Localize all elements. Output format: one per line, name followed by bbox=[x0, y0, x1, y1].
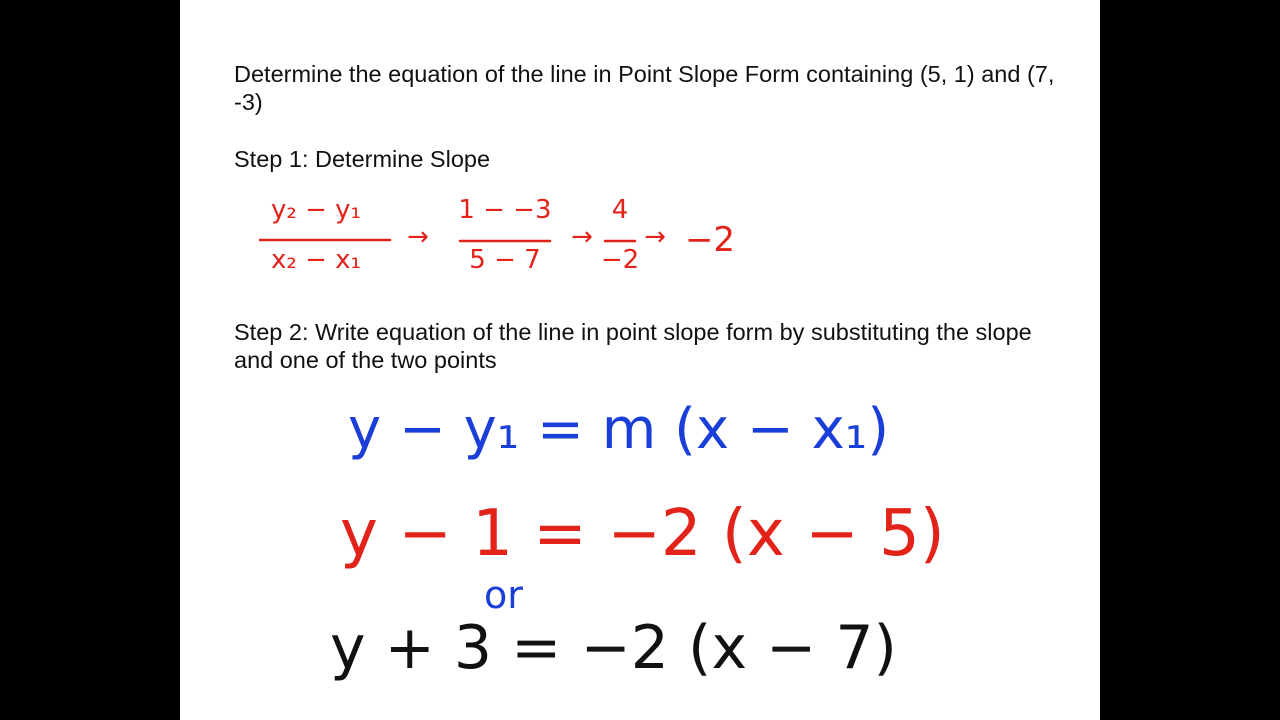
slope-formula-numerator: y₂ − y₁ bbox=[271, 195, 361, 225]
whiteboard-page bbox=[180, 0, 1100, 720]
slope-simp-numerator: 4 bbox=[611, 195, 629, 225]
slope-formula-denominator: x₂ − x₁ bbox=[271, 245, 361, 275]
step2-heading: Step 2: Write equation of the line in point slope form by substituting the slope and one of the two points bbox=[234, 319, 1032, 373]
or-label: or bbox=[484, 573, 523, 617]
equation-with-point-7-neg3: y + 3 = −2 (x − 7) bbox=[330, 613, 897, 683]
step1-heading: Step 1: Determine Slope bbox=[234, 146, 491, 172]
problem-statement: Determine the equation of the line in Point Slope Form containing (5, 1) and (7, -3) bbox=[234, 61, 1055, 115]
slope-result: −2 bbox=[684, 220, 736, 260]
equation-with-point-5-1: y − 1 = −2 (x − 5) bbox=[340, 497, 945, 571]
general-point-slope-form: y − y₁ = m (x − x₁) bbox=[348, 397, 890, 462]
slope-simp-denominator: −2 bbox=[600, 245, 640, 275]
slope-work bbox=[250, 185, 850, 285]
arrow-1: → bbox=[407, 222, 429, 252]
arrow-3: → bbox=[644, 222, 666, 252]
slope-sub-denominator: 5 − 7 bbox=[469, 245, 541, 275]
arrow-2: → bbox=[571, 222, 593, 252]
slope-sub-numerator: 1 − −3 bbox=[458, 195, 552, 225]
point-slope-work bbox=[330, 390, 1030, 690]
